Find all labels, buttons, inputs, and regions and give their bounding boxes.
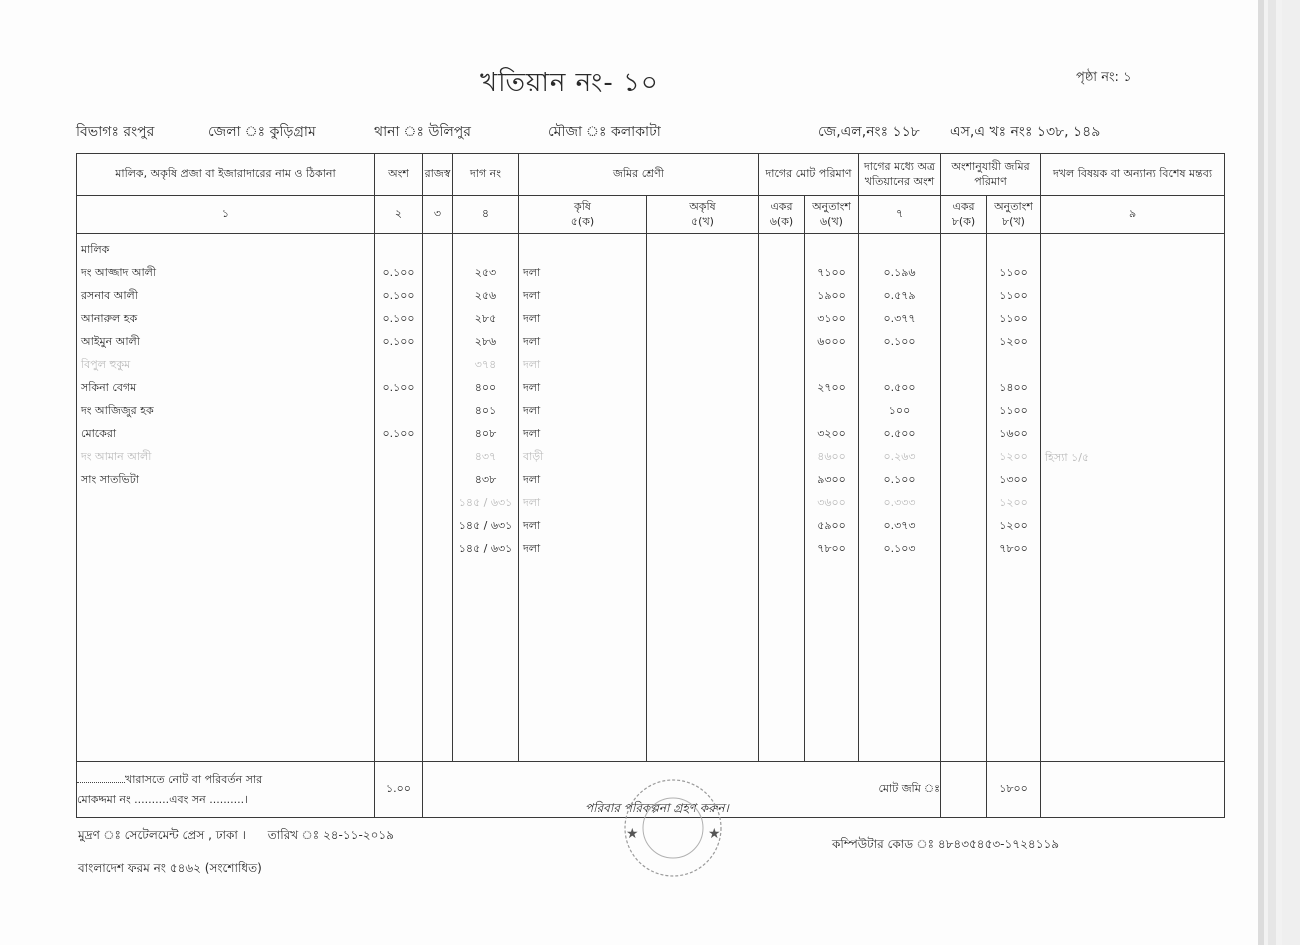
remarks-column [1041, 234, 1225, 762]
plot-dag-number: ২৫৩ [474, 266, 497, 279]
plot-land-class: দলা [523, 289, 541, 302]
colnum-7: ৭ [859, 196, 941, 234]
header-share-area: অংশানুযায়ী জমির পরিমাণ [941, 154, 1041, 196]
plot-land-class: দলা [523, 381, 541, 394]
colnum-1: ১ [77, 196, 375, 234]
owner-entry: সকিনা বেগম [81, 381, 137, 394]
plot-land-class: দলা [523, 473, 541, 486]
owner-entry: বিপুল হুকুম [81, 358, 131, 371]
colnum-3: ৩ [423, 196, 453, 234]
plot-land-class: বাড়ী [523, 450, 544, 463]
form-number: বাংলাদেশ ফরম নং ৫৪৬২ (সংশোধিত) [78, 861, 262, 875]
header-land-class: জমির শ্রেণী [519, 154, 759, 196]
plot-khatian-share: ০.৩৭৭ [883, 312, 916, 325]
computer-code: কম্পিউটার কোড ঃ ৪৮৪৩৫৪৫৩-১৭২৪১১৯ [832, 837, 1060, 851]
plot-share-decimal: ১৬০০ [999, 427, 1028, 440]
plot-khatian-share: ০.৫৭৯ [883, 289, 916, 302]
plot-dag-number: ১৪৫ / ৬৩১ [458, 542, 513, 555]
header-share: অংশ [375, 154, 423, 196]
header-acre: একর ৬(ক) [759, 196, 805, 234]
colnum-4: ৪ [453, 196, 519, 234]
plot-land-class: দলা [523, 358, 541, 371]
total-land-label: মোট জমি ঃ [423, 762, 941, 818]
share-column [375, 234, 423, 762]
plot-khatian-share: ০.২৬৩ [883, 450, 916, 463]
nonagri-column [647, 234, 759, 762]
owner-entry: মালিক [81, 243, 110, 256]
remark-text: হিস্যা ১/৫ [1045, 451, 1090, 464]
plot-dag-number: ২৫৬ [474, 289, 497, 302]
owner-share [375, 445, 422, 468]
owner-entry: মোকেরা [81, 427, 117, 440]
plot-dag-number: ৩৭৪ [474, 358, 497, 371]
plot-dag-number: ২৮৫ [474, 312, 497, 325]
dag-column [453, 234, 519, 762]
plot-total-decimal: ৫৯০০ [817, 519, 846, 532]
owner-share: ০.১০০ [382, 427, 415, 440]
owner-entry: সাং সাতভিটা [81, 473, 139, 486]
plot-dag-number: ২৮৬ [474, 335, 497, 348]
official-seal-stamp [618, 776, 728, 880]
district: জেলা ঃ কুড়িগ্রাম [208, 124, 316, 140]
plot-share-decimal: ১২০০ [999, 450, 1028, 463]
header-decimal: অনুতাংশ ৬(খ) [805, 196, 859, 234]
header-agri: কৃষি ৫(ক) [519, 196, 647, 234]
plot-share-decimal: ১১০০ [999, 404, 1028, 417]
owner-entry: আইমুন আলী [81, 335, 140, 348]
header-dag: দাগ নং [453, 154, 519, 196]
khatian-table [76, 153, 1225, 818]
owner-share [375, 353, 422, 376]
header-dag-total: দাগের মোট পরিমাণ [759, 154, 859, 196]
plot-land-class: দলা [523, 496, 541, 509]
plot-share-decimal: ১৪০০ [999, 381, 1028, 394]
plot-total-decimal: ৭৮০০ [817, 542, 846, 555]
decimal-column [805, 234, 859, 762]
plot-khatian-share [859, 353, 940, 376]
header-owner: মালিক, অকৃষি প্রজা বা ইজারাদারের নাম ও ঠিকানা [77, 154, 375, 196]
owner-share [375, 399, 422, 422]
owner-share: ০.১০০ [382, 335, 415, 348]
page-edge [1268, 0, 1276, 945]
revenue-column [423, 234, 453, 762]
thana: থানা ঃ উলিপুর [374, 124, 471, 140]
owner-entry: আনারুল হক [81, 312, 138, 325]
decimal8-column [987, 234, 1041, 762]
plot-dag-number: ৪৩৭ [474, 450, 497, 463]
plot-share-decimal: ১২০০ [999, 496, 1028, 509]
plot-total-decimal [805, 399, 858, 422]
header-dag-share: দাগের মধ্যে অত্র খতিয়ানের অংশ [859, 154, 941, 196]
plot-land-class: দলা [523, 266, 541, 279]
footer-note: খারাসতে নোট বা পরিবর্তন সার মোকদ্দমা নং ..........এবং সন ..........। [77, 762, 375, 818]
plot-share-decimal [987, 353, 1040, 376]
plot-land-class: দলা [523, 312, 541, 325]
header-revenue: রাজস্ব [423, 154, 453, 196]
khatian-title: খতিয়ান নং- ১০ [480, 68, 659, 98]
plot-khatian-share: ০.১০০ [883, 335, 916, 348]
plot-total-decimal: ৩৬০০ [817, 496, 846, 509]
plot-total-decimal: ৪৬০০ [817, 450, 846, 463]
acre8-column [941, 234, 987, 762]
plot-share-decimal: ১১০০ [999, 289, 1028, 302]
owner-entry: দং আজিজুর হক [81, 404, 154, 417]
mouza: মৌজা ঃ কলাকাটা [548, 124, 661, 140]
plot-khatian-share: ০.৫০০ [883, 427, 916, 440]
plot-khatian-share: ০.১০০ [883, 473, 916, 486]
plot-khatian-share: ০.৩৩৩ [883, 496, 916, 509]
plot-dag-number: ৪৩৮ [474, 473, 497, 486]
owner-entry: দং আজ্জাদ আলী [81, 266, 157, 279]
plot-dag-number: ৪০১ [474, 404, 497, 417]
svg-text:★: ★ [708, 826, 721, 842]
owner-share: ০.১০০ [382, 381, 415, 394]
dag-share-column [859, 234, 941, 762]
header-remarks: দখল বিষয়ক বা অন্যান্য বিশেষ মন্তব্য [1041, 154, 1225, 196]
owner-share: ০.১০০ [382, 266, 415, 279]
plot-land-class: দলা [523, 427, 541, 440]
plot-khatian-share: ০.৩৭৩ [883, 519, 916, 532]
plot-share-decimal: ১১০০ [999, 312, 1028, 325]
page-edge [1282, 0, 1300, 945]
plot-share-decimal: ১১০০ [999, 266, 1028, 279]
sa-khatian-number: এস,এ খঃ নংঃ ১৩৮, ১৪৯ [950, 124, 1101, 140]
plot-total-decimal: ৬০০০ [817, 335, 846, 348]
press-info: মুদ্রণ ঃ সেটেলমেন্ট প্রেস , ঢাকা । তারিখ ঃ ২৪-১১-২০১৯ [78, 828, 394, 842]
plot-total-decimal: ৭১০০ [817, 266, 846, 279]
owner-share: ০.১০০ [382, 312, 415, 325]
plot-share-decimal: ১২০০ [999, 335, 1028, 348]
total-remarks [1041, 762, 1225, 818]
owner-entry: দং আমান আলী [81, 450, 152, 463]
header-nonagri: অকৃষি ৫(খ) [647, 196, 759, 234]
owner-share [375, 238, 422, 261]
acre-column [759, 234, 805, 762]
header-decimal-8: অনুতাংশ ৮(খ) [987, 196, 1041, 234]
plot-land-class: দলা [523, 542, 541, 555]
plot-dag-number: ১৪৫ / ৬৩১ [458, 519, 513, 532]
page-number: পৃষ্ঠা নং: ১ [1076, 70, 1132, 85]
header-acre-8: একর ৮(ক) [941, 196, 987, 234]
plot-total-decimal: ৩২০০ [817, 427, 846, 440]
colnum-2: ২ [375, 196, 423, 234]
division: বিভাগঃ রংপুর [76, 124, 155, 140]
page-edge [1258, 0, 1264, 945]
plot-dag-number: ৪০৮ [474, 427, 497, 440]
owner-share [375, 468, 422, 491]
plot-share-decimal: ১৩০০ [999, 473, 1028, 486]
colnum-9: ৯ [1041, 196, 1225, 234]
plot-land-class: দলা [523, 404, 541, 417]
plot-land-class: দলা [523, 335, 541, 348]
owner-column [77, 234, 375, 762]
owner-entry: রসনাব আলী [81, 289, 138, 302]
plot-total-decimal: ৯৩০০ [817, 473, 846, 486]
share-total: ১.০০ [375, 762, 423, 818]
plot-total-decimal: ৩১০০ [817, 312, 846, 325]
plot-land-class: দলা [523, 519, 541, 532]
plot-khatian-share: ১০০ [888, 404, 911, 417]
family-planning-slogan: পরিবার পরিকল্পনা গ্রহণ করুন। [585, 801, 729, 815]
owner-share: ০.১০০ [382, 289, 415, 302]
plot-khatian-share: ০.৫০০ [883, 381, 916, 394]
plot-share-decimal: ৭৮০০ [999, 542, 1028, 555]
plot-total-decimal: ২৭০০ [817, 381, 846, 394]
plot-dag-number: ৪০০ [474, 381, 497, 394]
plot-share-decimal: ১২০০ [999, 519, 1028, 532]
plot-khatian-share: ০.১০৩ [883, 542, 916, 555]
plot-khatian-share: ০.১৯৬ [883, 266, 916, 279]
total-acre [941, 762, 987, 818]
plot-total-decimal: ১৯০০ [817, 289, 846, 302]
plot-dag-number: ১৪৫ / ৬৩১ [458, 496, 513, 509]
plot-total-decimal [805, 353, 858, 376]
total-decimal: ১৮০০ [987, 762, 1041, 818]
agri-column [519, 234, 647, 762]
jl-number: জে,এল,নংঃ ১১৮ [818, 124, 920, 140]
svg-text:★: ★ [626, 826, 639, 842]
